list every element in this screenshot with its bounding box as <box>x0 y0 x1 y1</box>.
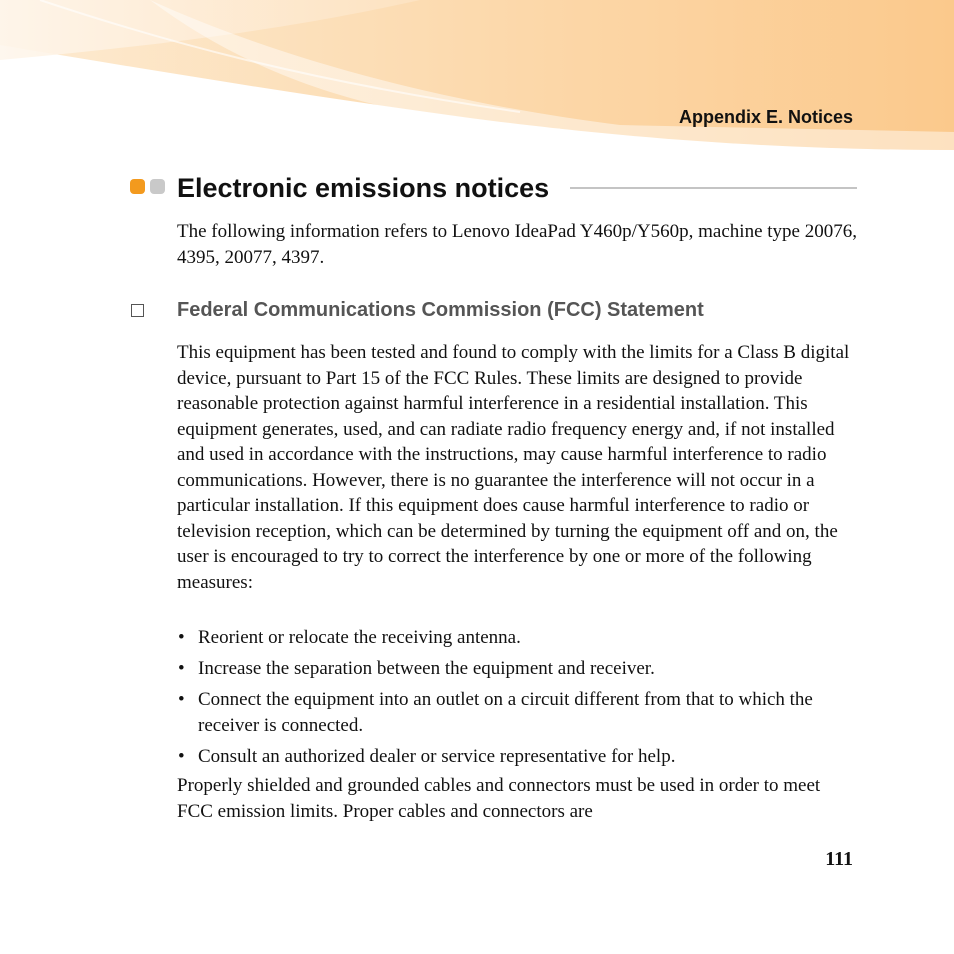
section-divider <box>570 187 857 189</box>
intro-paragraph: The following information refers to Lenovo IdeaPad Y460p/Y560p, machine type 20076, 4395, 20077, 4397. <box>177 221 857 268</box>
orange-square-icon <box>130 179 145 194</box>
subsection-title: Federal Communications Commission (FCC) Statement <box>177 299 704 321</box>
subsection-heading <box>130 296 857 324</box>
fcc-paragraph: This equipment has been tested and found to comply with the limits for a Class B digital device, pursuant to Part 15 of the FCC Rules. These limits are designed to provide reasonable protection against harmful interference in a residential installation. This equipment generates, used, and can radiate radio frequency energy and, if not installed and used in accordance with the instructions, may cause harmful interference to radio communications. However, there is no guarantee the interference will not occur in a particular installation. If this equipment does cause harmful interference to radio or television reception, which can be determined by turning the equipment off and on, the user is encouraged to try to correct the interference by one or more of the following measures: <box>177 342 850 593</box>
list-item: • Reorient or relocate the receiving antenna. <box>177 625 857 651</box>
list-item: • Connect the equipment into an outlet on a circuit different from that to which the receiver is connected. <box>177 687 857 738</box>
square-bullet-icon <box>131 304 144 317</box>
section-heading <box>130 170 857 206</box>
header-banner-art <box>0 0 954 160</box>
measures-list <box>177 625 857 775</box>
page-number: 111 <box>825 848 853 870</box>
appendix-label: Appendix E. Notices <box>678 107 853 127</box>
closing-paragraph: Properly shielded and grounded cables and connectors must be used in order to meet FCC emission limits. Proper cables and connectors are <box>177 775 821 822</box>
section-title: Electronic emissions notices <box>177 173 550 203</box>
grey-square-icon <box>150 179 165 194</box>
list-item: • Increase the separation between the equipment and receiver. <box>177 656 857 682</box>
list-item: • Consult an authorized dealer or service representative for help. <box>177 744 857 770</box>
